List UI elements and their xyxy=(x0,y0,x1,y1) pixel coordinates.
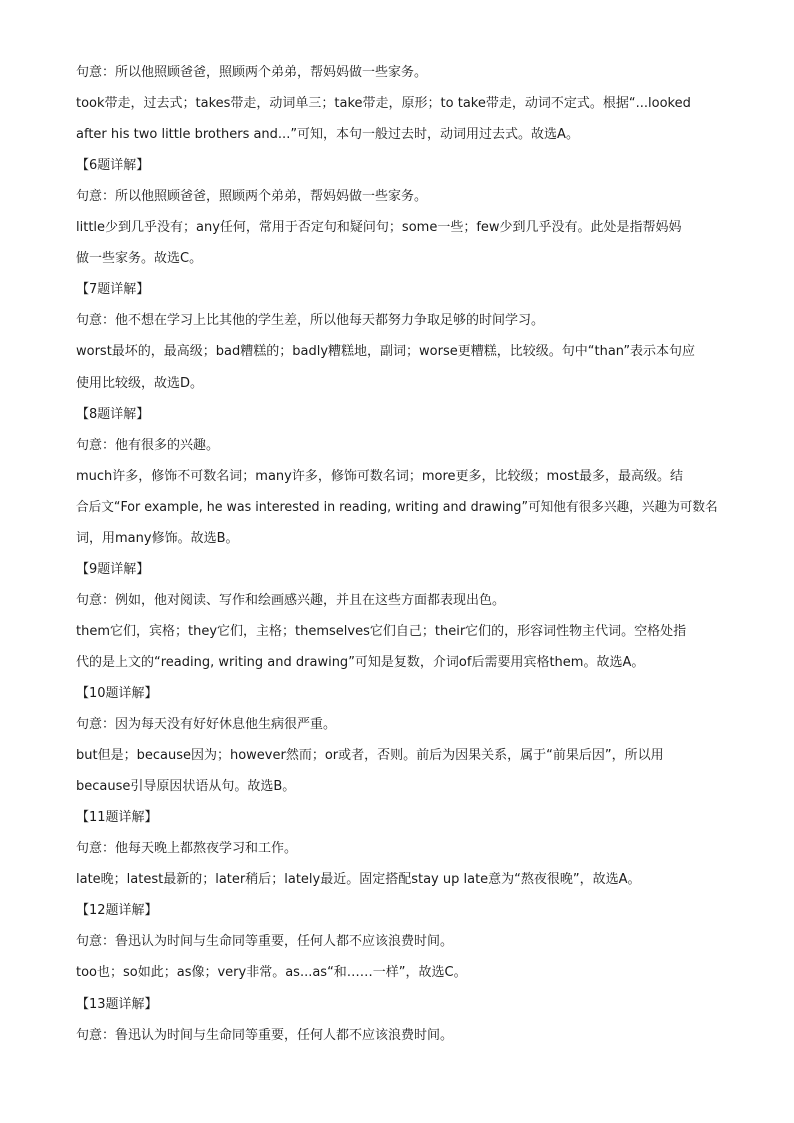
text-line: late晚；latest最新的；later稍后；lately最近。固定搭配stay up late意为“熬夜很晚”，故选A。 xyxy=(76,872,641,888)
section-heading: 【13题详解】 xyxy=(76,996,158,1012)
text-line: 词，用many修饰。故选B。 xyxy=(76,530,239,546)
section-heading: 【8题详解】 xyxy=(76,406,150,422)
text-line: worst最坏的，最高级；bad糟糕的；badly糟糕地，副词；worse更糟糕，比较级。句中“than”表示本句应 xyxy=(76,344,696,360)
text-line: much许多，修饰不可数名词；many许多，修饰可数名词；more更多，比较级；most最多，最高级。结 xyxy=(76,468,684,484)
text-line: 句意：因为每天没有好好休息他生病很严重。 xyxy=(76,717,337,733)
text-line: 句意：他每天晚上都熬夜学习和工作。 xyxy=(76,841,298,857)
text-line: too也；so如此；as像；very非常。as...as“和……一样”，故选C。 xyxy=(76,965,467,981)
text-line: little少到几乎没有；any任何，常用于否定句和疑问句；some一些；few少到几乎没有。此处是指帮妈妈 xyxy=(76,220,682,236)
text-line: 句意：鲁迅认为时间与生命同等重要，任何人都不应该浪费时间。 xyxy=(76,1027,454,1043)
text-line: 句意：他有很多的兴趣。 xyxy=(76,437,220,453)
text-line: because引导原因状语从句。故选B。 xyxy=(76,779,296,795)
text-line: 使用比较级，故选D。 xyxy=(76,375,204,391)
text-line: them它们，宾格；they它们，主格；themselves它们自己；their它们的，形容词性物主代词。空格处指 xyxy=(76,623,687,639)
text-line: but但是；because因为；however然而；or或者，否则。前后为因果关系，属于“前果后因”，所以用 xyxy=(76,748,664,764)
text-line: after his two little brothers and...”可知，本句一般过去时，动词用过去式。故选A。 xyxy=(76,127,579,143)
text-line: 做一些家务。故选C。 xyxy=(76,251,203,267)
section-heading: 【6题详解】 xyxy=(76,158,150,174)
section-heading: 【9题详解】 xyxy=(76,561,150,577)
text-line: took带走，过去式；takes带走，动词单三；take带走，原形；to take带走，动词不定式。根据“...looked xyxy=(76,96,691,112)
text-line: 句意：例如，他对阅读、写作和绘画感兴趣，并且在这些方面都表现出色。 xyxy=(76,592,506,608)
section-heading: 【11题详解】 xyxy=(76,810,158,826)
section-heading: 【12题详解】 xyxy=(76,903,158,919)
section-heading: 【10题详解】 xyxy=(76,686,158,701)
text-line: 合后文“For example, he was interested in reading, writing and drawing”可知他有很多兴趣，兴趣为可数名 xyxy=(76,499,718,515)
text-line: 句意：所以他照顾爸爸，照顾两个弟弟，帮妈妈做一些家务。 xyxy=(76,189,428,205)
text-line: 句意：他不想在学习上比其他的学生差，所以他每天都努力争取足够的时间学习。 xyxy=(76,313,545,329)
section-heading: 【7题详解】 xyxy=(76,282,150,298)
text-line: 句意：鲁迅认为时间与生命同等重要，任何人都不应该浪费时间。 xyxy=(76,934,454,950)
text-line: 句意：所以他照顾爸爸，照顾两个弟弟，帮妈妈做一些家务。 xyxy=(76,65,428,80)
text-line: 代的是上文的“reading, writing and drawing”可知是复数，介词of后需要用宾格them。故选A。 xyxy=(76,654,645,670)
